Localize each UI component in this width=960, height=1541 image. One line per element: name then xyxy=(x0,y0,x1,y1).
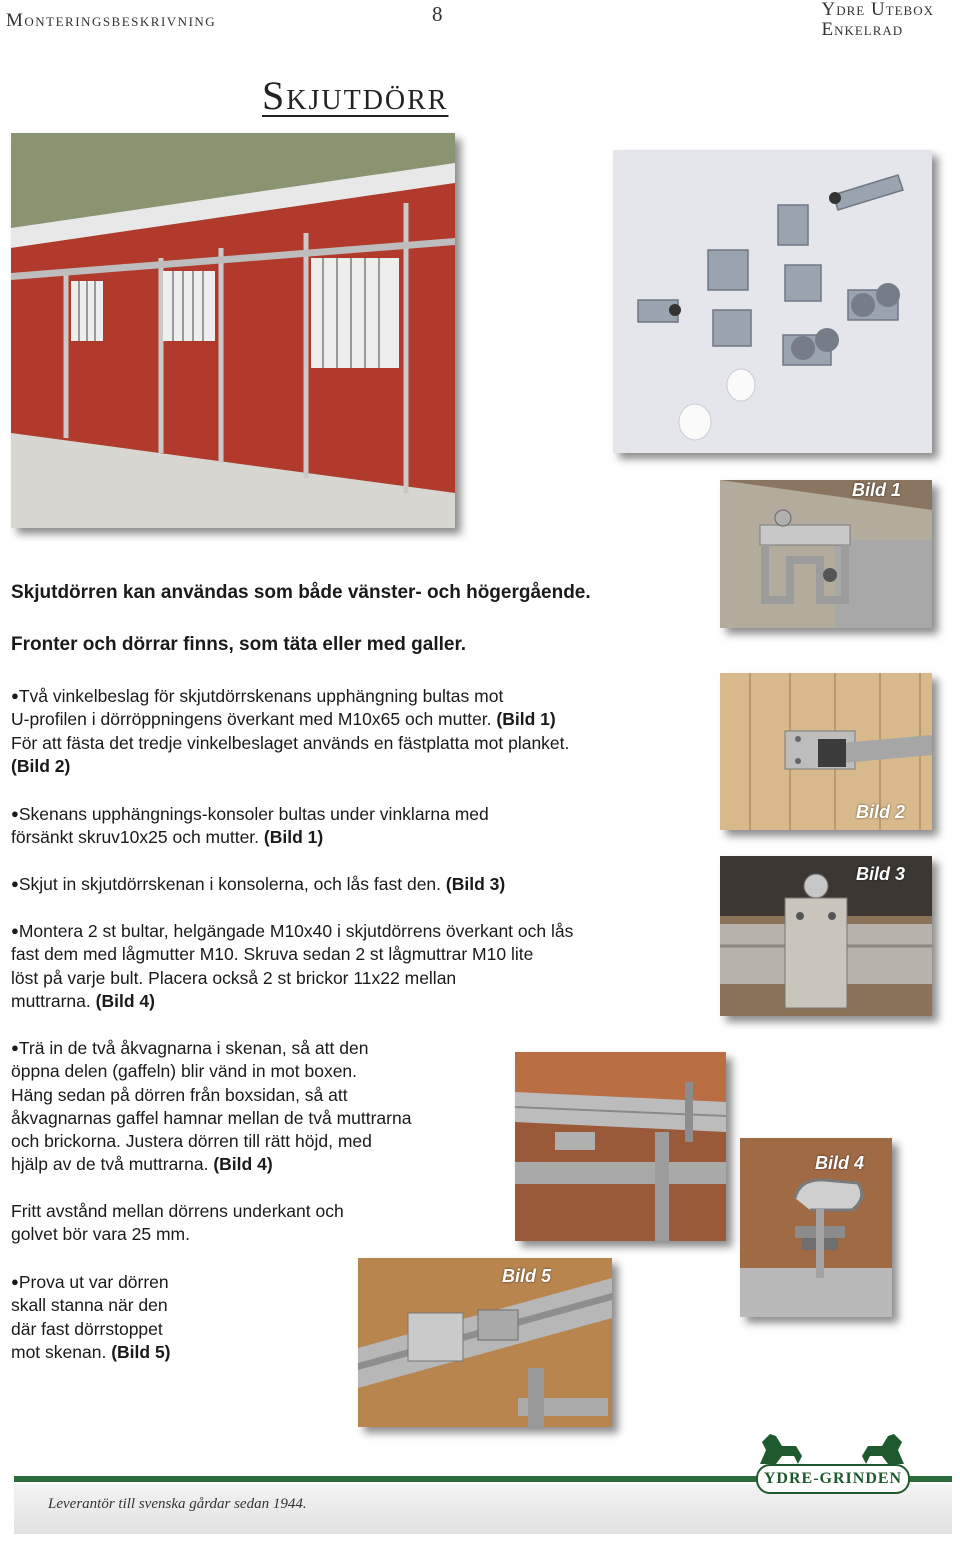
image-reference: (Bild 4) xyxy=(95,990,155,1011)
bild3-caption: Bild 3 xyxy=(856,864,906,884)
paragraph-clearance xyxy=(11,1200,344,1247)
stable-photo xyxy=(11,133,455,528)
paragraph-line xyxy=(11,826,489,849)
paragraph-bolts xyxy=(11,919,573,1013)
footer-slogan: Leverantör till svenska gårdar sedan 1944. xyxy=(48,1496,307,1512)
company-logo xyxy=(752,1420,912,1500)
paragraph-line xyxy=(11,1318,171,1341)
paragraph-line xyxy=(11,1130,411,1153)
paragraph-line xyxy=(11,872,505,896)
image-reference: (Bild 3) xyxy=(445,874,506,894)
text-line: muttrarna. xyxy=(11,990,91,1011)
text-line: försänkt skruv10x25 och mutter. xyxy=(11,827,260,848)
paragraph-line xyxy=(11,1107,411,1130)
heading-fronts: Fronter och dörrar finns, som täta eller med galler. xyxy=(11,634,467,655)
text-line: mot skenan. xyxy=(11,1341,107,1362)
heading-direction: Skjutdörren kan användas som både vänster- och högergående. xyxy=(11,582,591,603)
text-line: Två vinkelbeslag för skjutdörrskenans upphängning bultas mot xyxy=(18,686,504,706)
paragraph-line xyxy=(11,708,569,731)
page-number: 8 xyxy=(432,2,443,26)
bild1-photo xyxy=(720,480,932,628)
hardware-parts-photo xyxy=(613,150,932,453)
image-reference: (Bild 4) xyxy=(213,1154,273,1175)
paragraph-line xyxy=(11,990,573,1013)
paragraph-consoles xyxy=(11,802,489,850)
image-reference: (Bild 5) xyxy=(111,1341,171,1362)
bullet-dot: ● xyxy=(11,923,19,938)
header-product-line2: Enkelrad xyxy=(821,19,904,40)
paragraph-line xyxy=(11,802,489,826)
text-line: U-profilen i dörröppningens överkant med M10x65 och mutter. xyxy=(11,709,492,730)
text-line: Trä in de två åkvagnarna i skenan, så att den xyxy=(18,1038,369,1058)
paragraph-line xyxy=(11,1294,171,1317)
header-document-title: Monteringsbeskrivning xyxy=(6,10,217,31)
header-product-name xyxy=(821,0,934,40)
paragraph-line xyxy=(11,1270,171,1294)
image-reference: (Bild 2) xyxy=(11,755,71,776)
paragraph-line xyxy=(11,1036,411,1060)
text-line: Skenans upphängnings-konsoler bultas under vinklarna med xyxy=(18,804,489,824)
paragraph-line xyxy=(11,1341,171,1364)
paragraph-line xyxy=(11,1200,344,1223)
text-line: hjälp av de två muttrarna. xyxy=(11,1154,209,1175)
text-line: Prova ut var dörren xyxy=(18,1272,169,1292)
text-line: För att fästa det tredje vinkelbeslaget används en fästplatta mot planket. xyxy=(11,732,570,753)
bild2-caption: Bild 2 xyxy=(856,802,906,822)
bullet-dot: ● xyxy=(11,1040,19,1055)
image-reference: (Bild 1) xyxy=(263,827,324,848)
paragraph-line xyxy=(11,1153,411,1176)
bullet-dot: ● xyxy=(11,1274,19,1289)
paragraph-line xyxy=(11,732,569,755)
page-title: Skjutdörr xyxy=(262,73,449,118)
paragraph-line xyxy=(11,943,573,966)
image-reference: (Bild 1) xyxy=(496,709,556,730)
text-line: öppna delen (gaffeln) blir vänd in mot boxen. xyxy=(11,1061,358,1082)
text-line: skall stanna när den xyxy=(11,1295,168,1316)
paragraph-angle-brackets xyxy=(11,684,569,778)
paragraph-line xyxy=(11,967,573,990)
logo-badge: YDRE-GRINDEN xyxy=(756,1464,910,1494)
text-line: Skjut in skjutdörrskenan i konsolerna, och lås fast den. xyxy=(18,874,442,894)
bullet-dot: ● xyxy=(11,688,19,703)
paragraph-rail xyxy=(11,872,505,896)
text-line: Montera 2 st bultar, helgängade M10x40 i skjutdörrens överkant och lås xyxy=(18,921,574,941)
text-line: golvet bör vara 25 mm. xyxy=(11,1224,190,1245)
text-line: där fast dörrstoppet xyxy=(11,1318,163,1339)
bild4-caption: Bild 4 xyxy=(815,1153,865,1173)
text-line: löst på varje bult. Placera också 2 st brickor 11x22 mellan xyxy=(11,967,457,988)
bild1-caption: Bild 1 xyxy=(852,480,902,500)
paragraph-line xyxy=(11,919,573,943)
horses-icon xyxy=(752,1420,912,1470)
paragraph-line xyxy=(11,684,569,708)
text-line: åkvagnarnas gaffel hamnar mellan de två muttrarna xyxy=(11,1107,412,1128)
paragraph-line xyxy=(11,1084,411,1107)
bullet-dot: ● xyxy=(11,876,19,891)
paragraph-line xyxy=(11,755,569,778)
text-line: Häng sedan på dörren från boxsidan, så att xyxy=(11,1084,348,1105)
text-line: Fritt avstånd mellan dörrens underkant och xyxy=(11,1201,344,1221)
bild5-photo xyxy=(358,1258,612,1427)
paragraph-door-stop xyxy=(11,1270,171,1364)
paragraph-line xyxy=(11,1223,344,1246)
bild4-photo-left xyxy=(515,1052,726,1241)
paragraph-carriages xyxy=(11,1036,411,1177)
header-product-line1: Ydre Utebox xyxy=(821,0,934,20)
text-line: och brickorna. Justera dörren till rätt höjd, med xyxy=(11,1131,372,1152)
paragraph-line xyxy=(11,1060,411,1083)
bullet-dot: ● xyxy=(11,806,19,821)
text-line: fast dem med lågmutter M10. Skruva sedan 2 st lågmuttrar M10 lite xyxy=(11,944,534,965)
bild5-caption: Bild 5 xyxy=(502,1266,552,1286)
